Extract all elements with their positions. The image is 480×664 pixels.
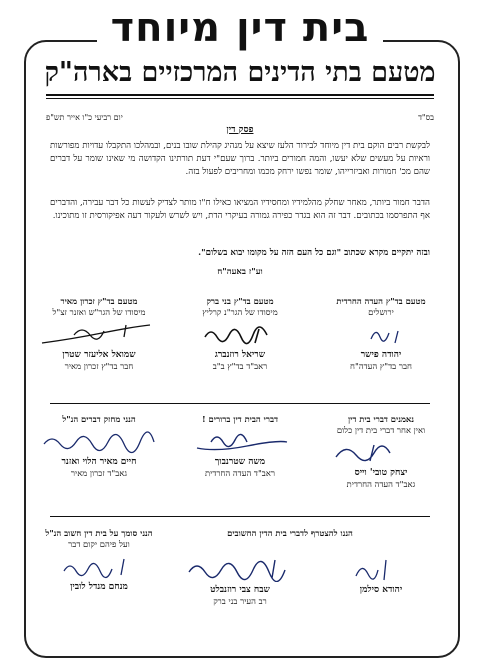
signatory-org: הנני סומך על בית דין חשוב הנ"ל bbox=[45, 528, 153, 538]
closing-line: וע"ז באעה"ח bbox=[217, 267, 263, 277]
signatory-name: חיים מאיר הלוי ואזנר bbox=[61, 457, 137, 467]
signature-block bbox=[316, 553, 446, 596]
signature-block bbox=[316, 414, 446, 490]
joint-note bbox=[150, 528, 430, 539]
signatory-org-detail: מיסודו של הגר"ש ואזנר זצ"ל bbox=[52, 307, 146, 317]
signatory-name: שמואל אליעזר שטרן bbox=[62, 350, 136, 360]
signatory-name: יצחק טובי' וייס bbox=[354, 468, 408, 478]
handwritten-signature bbox=[316, 556, 446, 582]
signatory-org: מטעם בד"ץ זכרון מאיר bbox=[60, 296, 138, 306]
signatory-org: מטעם בד"ץ העדה החרדית bbox=[336, 296, 426, 306]
handwritten-signature bbox=[316, 321, 446, 347]
ruling-heading: פסק דין bbox=[226, 125, 254, 135]
signatory-org-detail: ועל פיהם יקום דבר bbox=[68, 539, 130, 549]
signatory-org: דברי הבית דין ברורים ! bbox=[201, 414, 279, 424]
handwritten-signature bbox=[175, 428, 305, 454]
joint-note-text: הננו להצטרף לדברי בית הדין החשובים bbox=[227, 528, 353, 538]
document-subtitle: מטעם בתי הדינים המרכזיים בארה"ק bbox=[44, 57, 436, 88]
signatory-name: מנחם מנדל לובין bbox=[70, 582, 128, 592]
signature-block bbox=[175, 296, 305, 372]
handwritten-signature bbox=[34, 321, 164, 347]
signatory-name: משה שטרנבוך bbox=[214, 457, 266, 467]
handwritten-signature bbox=[316, 439, 446, 465]
signatory-role: חבר בד"ץ העדה"ח bbox=[350, 361, 412, 371]
document-title: בית דין מיוחד bbox=[0, 6, 480, 50]
signatory-org: מטעם בד"ץ בני ברק bbox=[206, 296, 274, 306]
signatory-role: גאב"ד העדה החרדית bbox=[346, 479, 416, 489]
signature-block bbox=[316, 296, 446, 372]
signatory-name: שבח צבי רוזנבלט bbox=[210, 585, 270, 595]
handwritten-signature bbox=[34, 553, 164, 579]
signatory-role: ראב"ד העדה החרדית bbox=[204, 468, 275, 478]
signatory-role: גאב"ד זכרון מאיר bbox=[70, 468, 128, 478]
signature-block bbox=[175, 414, 305, 479]
signature-block bbox=[34, 528, 164, 593]
signatory-name: יהודא סילמן bbox=[359, 585, 403, 595]
signatory-org: נאמנים דברי בית דין bbox=[347, 414, 415, 424]
section-divider bbox=[50, 403, 430, 404]
signatory-role: חבר בד"ץ זכרון מאיר bbox=[64, 361, 134, 371]
section-divider bbox=[50, 516, 430, 517]
signatory-org-detail: ואין אחר דברי בית דין כלום bbox=[336, 425, 426, 435]
signatory-name: יהודה פישר bbox=[360, 350, 402, 360]
bsd-mark: בס"ד bbox=[418, 113, 434, 122]
handwritten-signature bbox=[175, 556, 305, 582]
signatory-org: הנני מחזק דברים הנ"ל bbox=[62, 414, 136, 424]
document-date: יום רביעי כ"ו אייר תש"פ bbox=[46, 113, 123, 122]
signature-block bbox=[34, 296, 164, 372]
header-rule bbox=[46, 94, 434, 96]
body-paragraph-2: הדבר חמור ביותר, מאחר שחלק מהלמידיו ומחסידיו המציאו כאילו ח"ו מותר לצדיק לעשות כל דבר עבירה, והדברים אף התפרסמו בכתובים. דבר זה הוא בגדר כפירה גמורה בעיקרי הדת, ויש לשרש ולעקור דעה אפיקורסית זו מתוכינו. bbox=[50, 198, 430, 221]
signatory-org-detail: ירושלים bbox=[368, 307, 394, 317]
signature-block bbox=[175, 553, 305, 607]
signatory-org-detail: מיסודו של הגר"נ קרליץ bbox=[202, 307, 278, 317]
handwritten-signature bbox=[175, 321, 305, 347]
handwritten-signature bbox=[34, 428, 164, 454]
signatory-name: שריאל רוזנברג bbox=[214, 350, 266, 360]
body-paragraph-3: ובזה יתקיים מקרא שכתוב "וגם כל העם הזה על מקומו יבוא בשלום". bbox=[198, 248, 430, 258]
signature-block bbox=[34, 414, 164, 479]
signatory-role: ראב"ד בד"ץ ב"ב bbox=[212, 361, 268, 371]
body-paragraph-1: לבקשת רבים הוקם בית דין מיוחד לבירור הלעז שיצא על מנהיג קהילת שובו בנים, ובמהלכו התקבלו עדויות מפורשות וראיות על מעשים שלא יעשו, והמה חמורים ביותר. ברוך שעם"י דעת תורתינו הקדושה מי שאינו שומר על דברים שהם מכ' חמורות ואביזרייהו, שומר נפשו ירחק מכמו ומחריבים לפעול בזה. bbox=[49, 141, 430, 177]
header-rule-thin bbox=[46, 98, 434, 99]
signatory-role: רב העיר בני ברק bbox=[213, 596, 267, 606]
